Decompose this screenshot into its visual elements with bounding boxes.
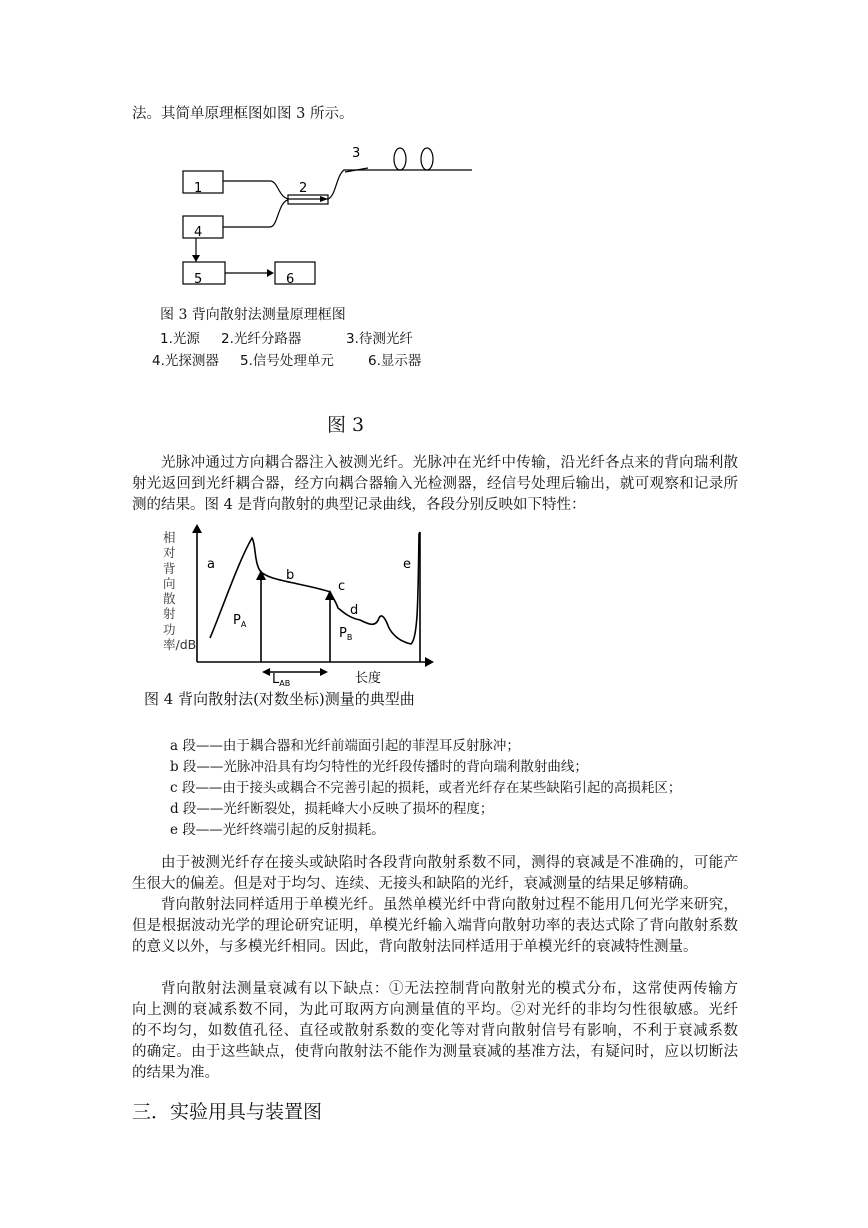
fig3-legend-4: 4.光探测器 — [152, 353, 219, 369]
fig3-legend-1: 1.光源 — [160, 331, 200, 347]
fig3-legend-3: 3.待测光纤 — [346, 331, 413, 347]
box-4-photodetector — [183, 216, 223, 238]
fig4-xlabel: 长度 — [355, 671, 382, 686]
svg-text:PA — [233, 613, 247, 629]
fig4-lab-sub: AB — [279, 679, 291, 688]
fig4-label-b: b — [286, 568, 295, 583]
box-6-display — [275, 262, 315, 284]
fig3-caption: 图 3 背向散射法测量原理框图 — [160, 307, 346, 323]
fig4-label-c: c — [338, 579, 346, 594]
fig4-lab: L — [272, 672, 280, 687]
box-label-3: 3 — [352, 146, 361, 161]
paragraph-2: 由于被测光纤存在接头或缺陷时各段背向散射系数不同，测得的衰减是不准确的，可能产生很大的偏差。但是对于均匀、连续、无接头和缺陷的光纤，衰减测量的结果足够精确。 — [132, 855, 738, 892]
fig3-legend-5: 5.信号处理单元 — [240, 353, 334, 369]
box-label-5: 5 — [194, 272, 203, 287]
fig3-legend-6: 6.显示器 — [368, 353, 422, 369]
segment-c: c 段——由于接头或耦合不完善引起的损耗，或者光纤存在某些缺陷引起的高损耗区； — [170, 780, 682, 796]
section-title: 三．实验用具与装置图 — [132, 1101, 323, 1123]
fig4-ylabel-text: 相对背向散射功率/dB — [163, 530, 197, 653]
paragraph-1: 光脉冲通过方向耦合器注入被测光纤。光脉冲在光纤中传输，沿光纤各点来的背向瑞利散射光返回到光纤耦合器，经方向耦合器输入光检测器，经信号处理后输出，就可观察和记录所测的结果。图 4 是背向散射的典型记录曲线，各段分别反映如下特性： — [132, 455, 738, 513]
fig4-pa: P — [233, 613, 241, 628]
fig4-ylabel — [163, 530, 197, 653]
fig4-pb: P — [339, 626, 347, 641]
fig4-caption: 图 4 背向散射法(对数坐标)测量的典型曲 — [144, 690, 415, 708]
fig4-label-e: e — [403, 557, 411, 572]
box-label-1: 1 — [194, 181, 203, 196]
fig3-big-title: 图 3 — [327, 414, 365, 436]
fig4-pb-sub: B — [346, 633, 353, 642]
svg-text:PB — [339, 626, 352, 642]
fig3-block-diagram — [170, 138, 490, 298]
box-label-4: 4 — [194, 225, 203, 240]
fig4-label-a: a — [207, 557, 215, 572]
segment-a: a 段——由于耦合器和光纤前端面引起的菲涅耳反射脉冲； — [170, 738, 520, 754]
fig4-pa-sub: A — [240, 620, 247, 629]
fig3-legend-2: 2.光纤分路器 — [221, 331, 302, 347]
svg-text:LAB — [272, 672, 290, 688]
segment-b: b 段——光脉冲沿具有均匀特性的光纤段传播时的背向瑞利散射曲线； — [170, 759, 588, 775]
segment-e: e 段——光纤终端引起的反射损耗。 — [170, 822, 385, 838]
box-label-6: 6 — [286, 272, 295, 287]
paragraph-3: 背向散射法同样适用于单模光纤。虽然单模光纤中背向散射过程不能用几何光学来研究，但是根据波动光学的理论研究证明，单模光纤输入端背向散射功率的表达式除了背向散射系数的意义以外，与多模光纤相同。因此，背向散射法同样适用于单模光纤的衰减特性测量。 — [132, 897, 738, 955]
box-1-light-source — [183, 171, 223, 193]
fig4-label-d: d — [350, 603, 359, 618]
paragraph-4: 背向散射法测量衰减有以下缺点：①无法控制背向散射光的模式分布，这常使两传输方 向上测的衰减系数不同，为此可取两方向测量值的平均。②对光纤的非均匀性很敏感。光纤 的不均匀，如数值孔径、直径或散射系数的变化等对背向散射信号有影响，不利于衰减系数 的确定。由于这些缺点，使背向散射法不能作为测量衰减的基准方法，有疑问时，应以切断法的结果为准。 — [132, 981, 753, 1081]
intro-line: 法。其简单原理框图如图 3 所示。 — [132, 106, 354, 122]
segment-d: d 段——光纤断裂处，损耗峰大小反映了损坏的程度； — [170, 801, 494, 817]
fig4-chart — [180, 520, 460, 690]
box-5-signal-processor — [183, 262, 225, 284]
box-label-2: 2 — [299, 181, 308, 196]
